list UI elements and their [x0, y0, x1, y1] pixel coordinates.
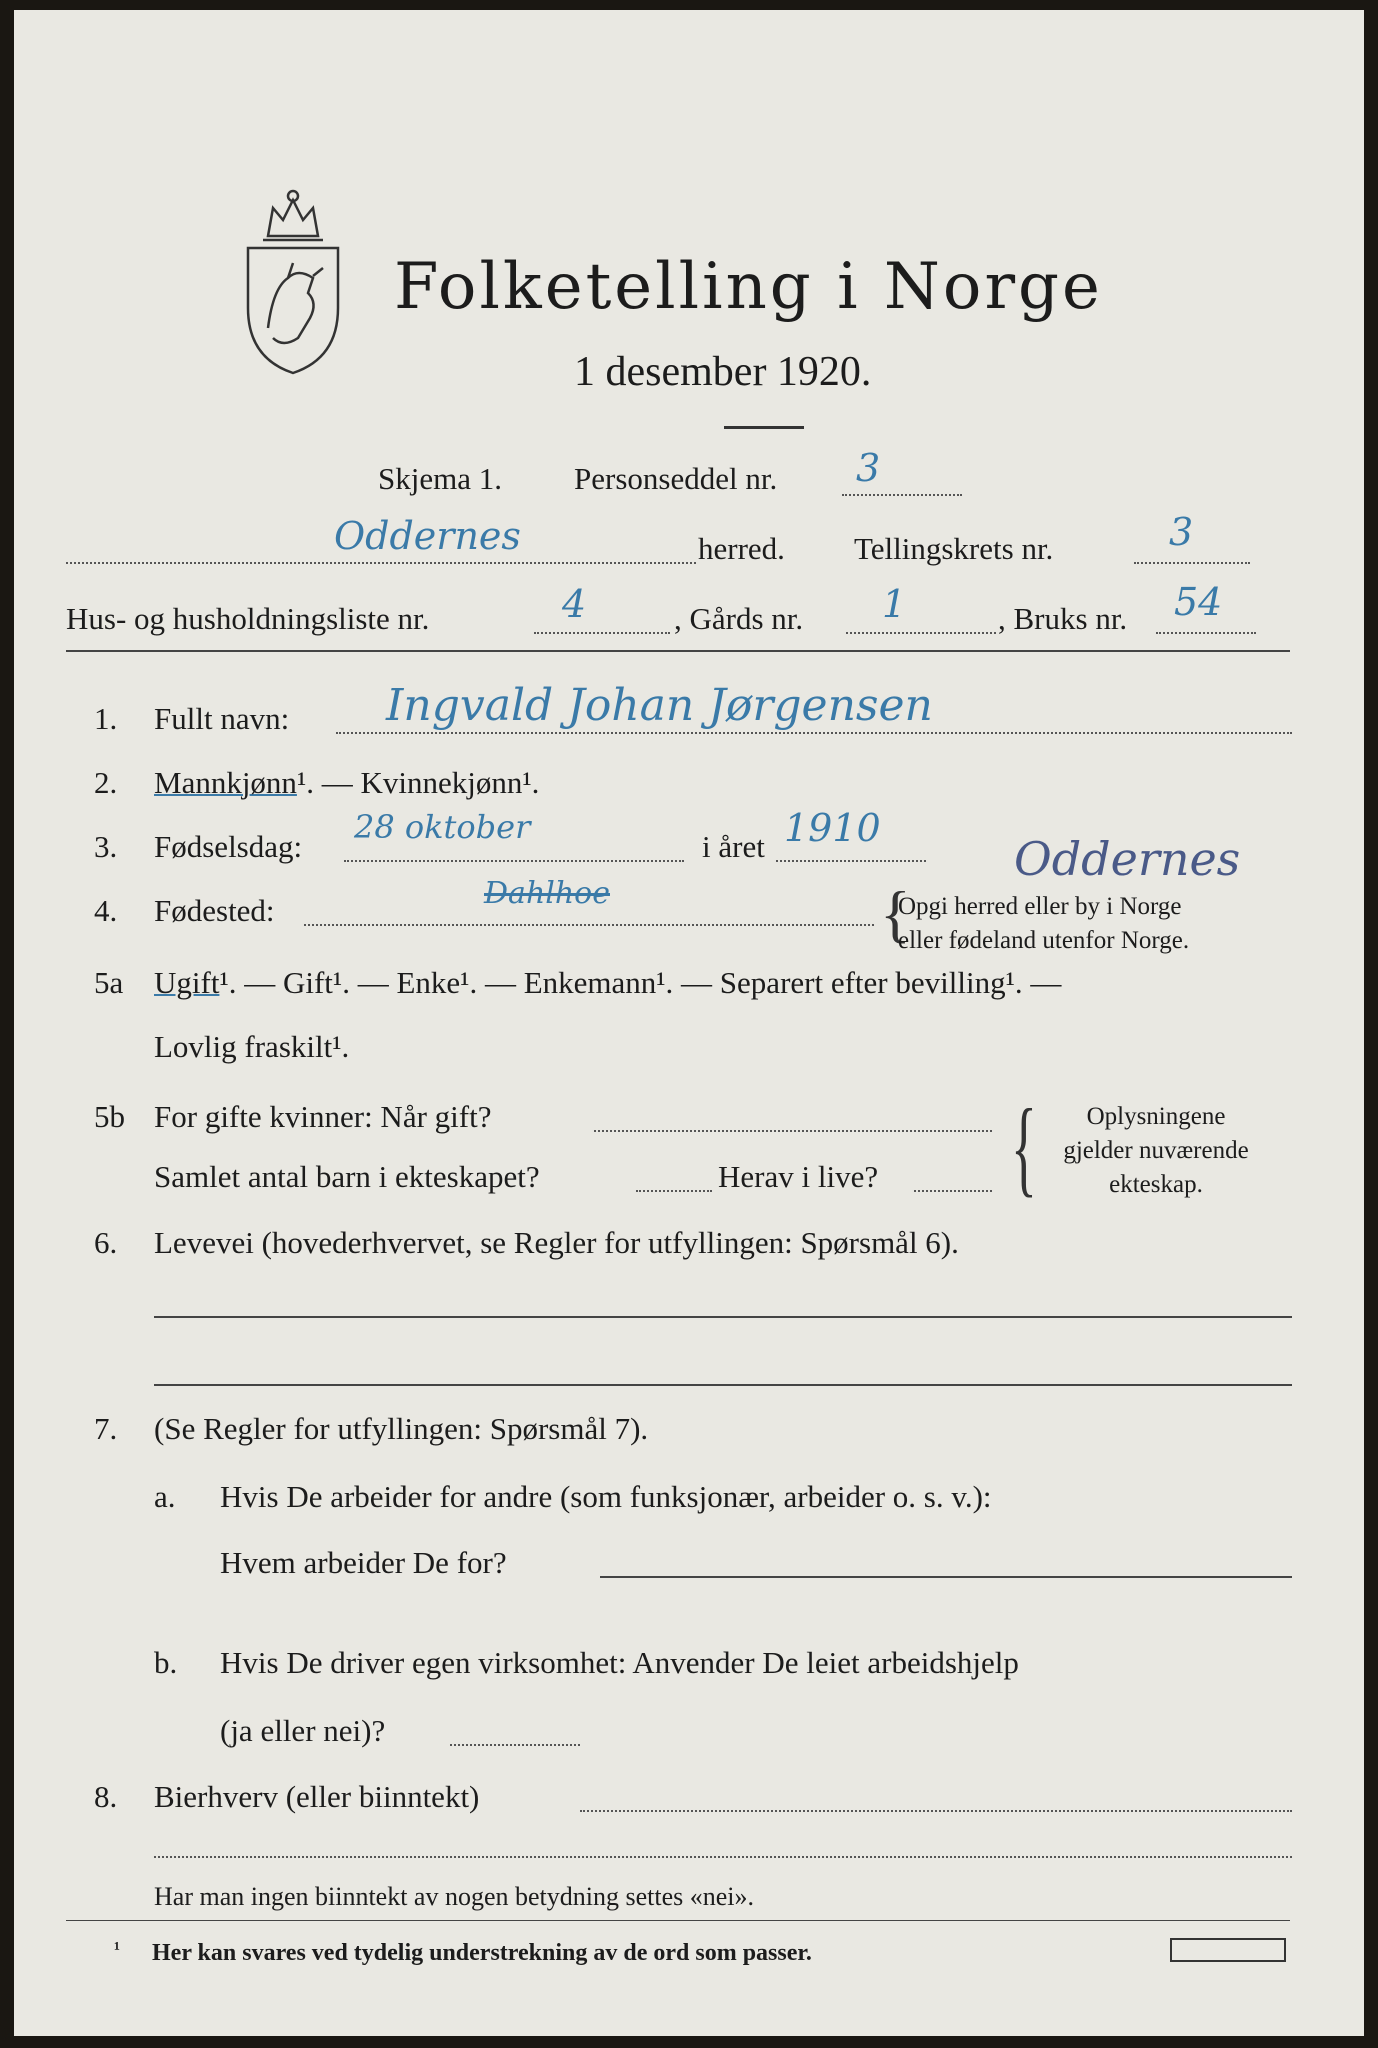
- living-line: [914, 1190, 992, 1192]
- q3-number: 3.: [94, 829, 118, 864]
- children-line: [636, 1190, 712, 1192]
- printer-stamp: [1170, 1938, 1286, 1962]
- bruks-value[interactable]: 54: [1174, 580, 1223, 624]
- q5b-note-3: ekteskap.: [1109, 1171, 1203, 1198]
- q5b-herav: Herav i live?: [718, 1159, 879, 1194]
- q7b-line1: Hvis De driver egen virksomhet: Anvender De leiet arbeidshjelp: [220, 1645, 1019, 1680]
- skjema-label: Skjema 1.: [378, 461, 502, 496]
- bruks-label: , Bruks nr.: [998, 601, 1128, 636]
- q5a-number: 5a: [94, 965, 124, 1000]
- note-brace: {: [880, 878, 911, 949]
- q7-label: (Se Regler for utfyllingen: Spørsmål 7).: [154, 1411, 649, 1446]
- gards-value[interactable]: 1: [882, 582, 907, 626]
- tellingskrets-label: Tellingskrets nr.: [854, 531, 1054, 566]
- q1-label: Fullt navn:: [154, 701, 290, 736]
- q1-line: [336, 732, 1292, 734]
- q7-number: 7.: [94, 1411, 118, 1446]
- birthplace-line: [304, 924, 874, 926]
- personseddel-line: [842, 494, 962, 496]
- husliste-line: [534, 632, 670, 634]
- husliste-label: Hus- og husholdningsliste nr.: [66, 601, 430, 636]
- divider: [724, 426, 804, 429]
- header-separator: [66, 650, 1290, 652]
- birth-year-value[interactable]: 1910: [784, 806, 881, 850]
- q7b-number: b.: [154, 1645, 178, 1680]
- personseddel-label: Personseddel nr.: [574, 461, 778, 496]
- footnote-mark: ¹: [114, 1938, 120, 1960]
- q3-label: Fødselsdag:: [154, 829, 303, 864]
- married-when-line: [594, 1130, 992, 1132]
- occupation-line-2[interactable]: [154, 1384, 1292, 1386]
- birthplace-note-2: eller fødeland utenfor Norge.: [898, 927, 1190, 954]
- gards-line: [846, 632, 996, 634]
- q7a-number: a.: [154, 1479, 176, 1514]
- marital-status-options: Ugift¹. — Gift¹. — Enke¹. — Enkemann¹. — Separert efter bevilling¹. —: [154, 965, 1062, 1000]
- q2-number: 2.: [94, 765, 118, 800]
- year-label: i året: [702, 829, 765, 864]
- q1-number: 1.: [94, 701, 118, 736]
- personseddel-value[interactable]: 3: [856, 446, 881, 490]
- q8-label: Bierhverv (eller biinntekt): [154, 1779, 480, 1814]
- occupation-line-1[interactable]: [154, 1316, 1292, 1318]
- q5b-note-1: Oplysningene: [1086, 1103, 1226, 1130]
- husliste-value[interactable]: 4: [562, 582, 587, 626]
- q7b-line2: (ja eller nei)?: [220, 1713, 386, 1748]
- herred-label: herred.: [698, 531, 785, 566]
- q7a-line1: Hvis De arbeider for andre (som funksjonær, arbeider o. s. v.):: [220, 1479, 992, 1514]
- bruks-line: [1156, 632, 1256, 634]
- q5b-line1: For gifte kvinner: Når gift?: [154, 1099, 492, 1134]
- birthplace-value[interactable]: Oddernes: [1014, 832, 1241, 886]
- birthdate-value[interactable]: 28 oktober: [354, 808, 531, 846]
- herred-line: [66, 562, 696, 564]
- q6-number: 6.: [94, 1225, 118, 1260]
- form-title: Folketelling i Norge: [394, 250, 1103, 324]
- footnote: Her kan svares ved tydelig understrekning av de ord som passer.: [152, 1940, 812, 1966]
- gards-label: , Gårds nr.: [674, 601, 804, 636]
- side-income-line-2[interactable]: [154, 1856, 1292, 1858]
- census-form-page: [14, 10, 1364, 2036]
- q5b-line2: Samlet antal barn i ekteskapet?: [154, 1159, 540, 1194]
- hired-help-line[interactable]: [450, 1744, 580, 1746]
- birthplace-struck-value: Dahlhoe: [484, 876, 610, 911]
- female-option[interactable]: Kvinnekjønn: [360, 765, 523, 800]
- birthdate-line: [344, 860, 684, 862]
- full-name-value[interactable]: Ingvald Johan Jørgensen: [386, 680, 933, 731]
- q7a-line2: Hvem arbeider De for?: [220, 1545, 507, 1580]
- gender-options: Mannkjønn¹. — Kvinnekjønn¹.: [154, 765, 540, 800]
- q5b-number: 5b: [94, 1099, 125, 1134]
- q4-number: 4.: [94, 893, 118, 928]
- q8-number: 8.: [94, 1779, 118, 1814]
- show-through-text: [1164, 130, 1364, 1830]
- census-date: 1 desember 1920.: [574, 349, 872, 395]
- tellingskrets-line: [1134, 562, 1250, 564]
- ugift-option[interactable]: Ugift: [154, 965, 220, 1000]
- note-brace-2: {: [1010, 1088, 1037, 1207]
- employer-line[interactable]: [600, 1576, 1292, 1578]
- male-option[interactable]: Mannkjønn: [154, 765, 297, 800]
- side-income-line-1[interactable]: [580, 1810, 1292, 1812]
- q5b-note-2: gjelder nuværende: [1063, 1137, 1249, 1164]
- q6-label: Levevei (hovederhvervet, se Regler for utfyllingen: Spørsmål 6).: [154, 1225, 959, 1260]
- footnote-separator: [66, 1920, 1290, 1921]
- birthplace-note-1: Opgi herred eller by i Norge: [898, 893, 1182, 920]
- tellingskrets-value[interactable]: 3: [1169, 510, 1194, 554]
- herred-value[interactable]: Oddernes: [334, 514, 521, 558]
- marital-status-line2[interactable]: Lovlig fraskilt¹.: [154, 1029, 350, 1064]
- side-income-note: Har man ingen biinntekt av nogen betydning settes «nei».: [154, 1882, 755, 1911]
- q4-label: Fødested:: [154, 893, 275, 928]
- coat-of-arms-icon: [238, 178, 348, 378]
- year-line: [776, 860, 926, 862]
